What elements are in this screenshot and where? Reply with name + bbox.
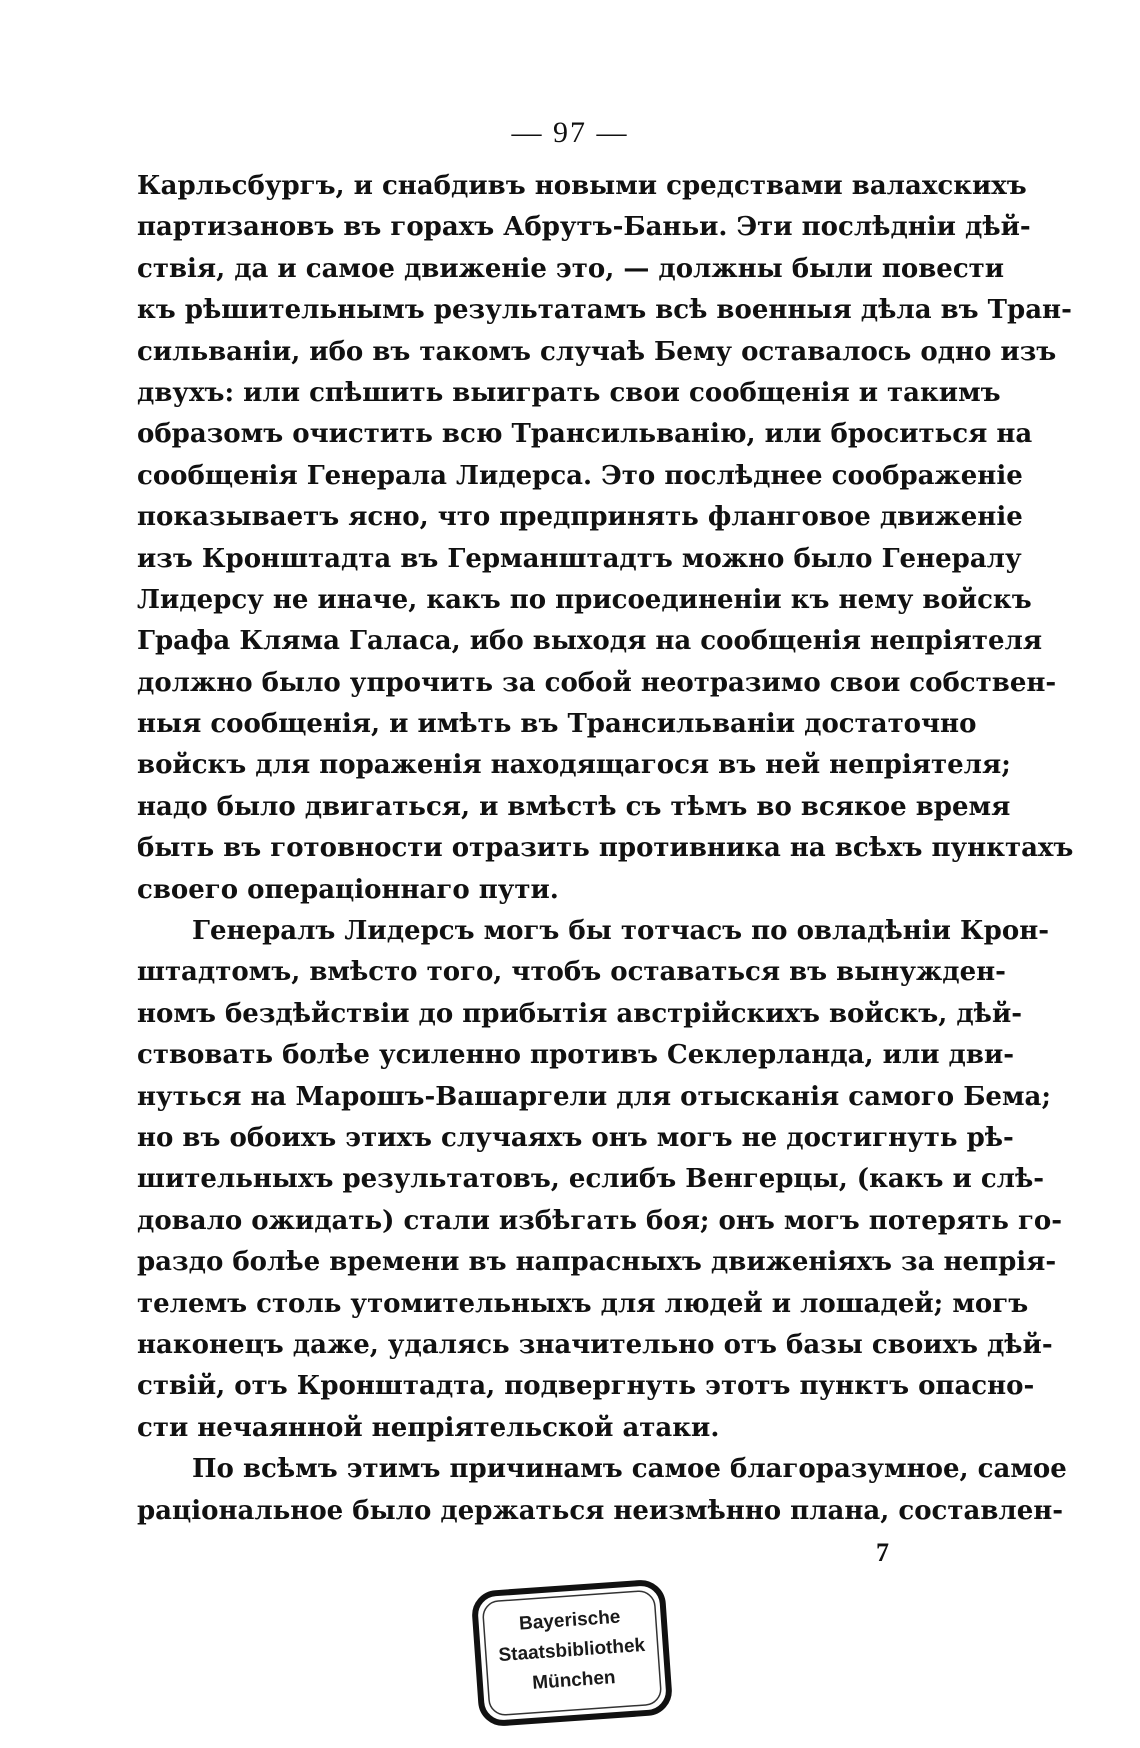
text-line: ствовать болѣе усиленно противъ Секлерланда, или дви- <box>137 1040 1015 1071</box>
text-line: изъ Кронштадта въ Германштадтъ можно было Генералу <box>137 543 1022 574</box>
text-line: двухъ: или спѣшить выиграть свои сообщенія и такимъ <box>137 377 1001 408</box>
library-stamp <box>469 1577 674 1728</box>
text-line: войскъ для пораженія находящагося въ ней непріятеля; <box>137 750 1011 781</box>
paragraph <box>137 911 1063 1449</box>
text-line: показываетъ ясно, что предпринять фланговое движеніе <box>137 502 1023 533</box>
text-line: раціональное было держаться неизмѣнно плана, составлен- <box>137 1495 1064 1526</box>
signature-mark: 7 <box>876 1538 889 1567</box>
text-line: довало ожидать) стали избѣгать боя; онъ могъ потерять го- <box>137 1205 1063 1236</box>
paragraph <box>137 1449 1067 1532</box>
text-line: телемъ столь утомительныхъ для людей и лошадей; могъ <box>137 1288 1029 1319</box>
text-line: По всѣмъ этимъ причинамъ самое благоразумное, самое <box>192 1454 1067 1485</box>
text-line: Карльсбургъ, и снабдивъ новыми средствами валахскихъ <box>137 171 1027 201</box>
stamp-line: München <box>531 1667 617 1694</box>
text-line: штадтомъ, вмѣсто того, чтобъ оставаться въ вынужден- <box>137 957 1006 988</box>
text-line: раздо болѣе времени въ напрасныхъ движеніяхъ за непрія- <box>137 1247 1057 1278</box>
text-line: наконецъ даже, удалясь значительно отъ базы своихъ дѣй- <box>137 1329 1053 1360</box>
stamp-line: Bayerische <box>518 1606 622 1635</box>
text-line: своего операціоннаго пути. <box>137 874 559 905</box>
stamp-line: Staatsbibliothek <box>497 1634 646 1667</box>
text-line: сообщенія Генерала Лидерса. Это послѣднее соображеніе <box>137 460 1023 491</box>
text-line: ствія, да и самое движеніе это, — должны были повести <box>137 253 1005 284</box>
text-line: ныя сообщенія, и имѣть въ Трансильваніи достаточно <box>137 709 977 740</box>
text-line: сти нечаянной непріятельской атаки. <box>137 1412 720 1443</box>
text-line: къ рѣшительнымъ результатамъ всѣ военныя дѣла въ Тран- <box>137 295 1072 326</box>
body-text <box>137 166 1074 1532</box>
text-line: ствій, отъ Кронштадта, подвергнуть этотъ пунктъ опасно- <box>137 1371 1035 1402</box>
text-line: нуться на Марошъ-Вашаргели для отысканія самого Бема; <box>137 1081 1051 1112</box>
text-line: партизановъ въ горахъ Абрутъ-Баньи. Эти послѣдніи дѣй- <box>137 212 1031 243</box>
text-line: должно было упрочить за собой неотразимо свои собствен- <box>137 667 1057 698</box>
text-line: Генералъ Лидерсъ могъ бы тотчасъ по овладѣніи Крон- <box>192 916 1050 947</box>
text-line: но въ обоихъ этихъ случаяхъ онъ могъ не достигнуть рѣ- <box>137 1122 1014 1153</box>
text-line: шительныхъ результатовъ, еслибъ Венгерцы, (какъ и слѣ- <box>137 1164 1045 1195</box>
text-line: сильваніи, ибо въ такомъ случаѣ Бему оставалось одно изъ <box>137 336 1057 367</box>
paragraph <box>137 166 1074 911</box>
text-line: надо было двигаться, и вмѣстѣ съ тѣмъ во всякое время <box>137 791 1011 822</box>
text-line: номъ бездѣйствіи до прибытія австрійскихъ войскъ, дѣй- <box>137 998 1023 1029</box>
text-line: Графа Кляма Галаса, ибо выходя на сообщенія непріятеля <box>137 626 1043 657</box>
text-line: Лидерсу не иначе, какъ по присоединеніи къ нему войскъ <box>137 584 1032 615</box>
text-line: быть въ готовности отразить противника на всѣхъ пунктахъ <box>137 833 1074 864</box>
text-line: образомъ очистить всю Трансильванію, или броситься на <box>137 419 1033 450</box>
page-number: — 97 — <box>511 116 629 149</box>
